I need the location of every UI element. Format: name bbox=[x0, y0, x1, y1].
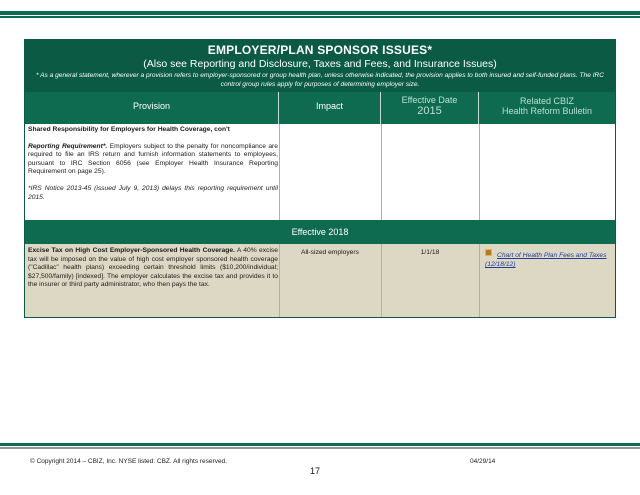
impact-cell: All-sized employers bbox=[301, 249, 359, 256]
top-rule bbox=[0, 11, 640, 15]
top-rule-thin bbox=[0, 16, 640, 18]
bulletin-link[interactable]: Chart of Health Plan Fees and Taxes (12/18/12) bbox=[485, 252, 607, 268]
provision-heading: Shared Responsibility for Employers for Health Coverage, con't bbox=[28, 126, 230, 133]
table-row bbox=[25, 124, 615, 220]
footer-copyright: © Copyright 2014 – CBIZ, Inc. NYSE listed: CBZ. All rights reserved. bbox=[30, 458, 227, 465]
column-divider bbox=[479, 124, 480, 220]
issues-table bbox=[24, 39, 616, 318]
table-title: EMPLOYER/PLAN SPONSOR ISSUES* bbox=[207, 43, 433, 57]
provision-note: *IRS Notice 2013-45 (issued July 9, 2013) delays this reporting requirement until 2015. bbox=[28, 184, 278, 201]
effective-date-label: Effective Date bbox=[401, 95, 458, 105]
column-header-impact: Impact bbox=[279, 92, 381, 124]
provision-text bbox=[28, 143, 278, 177]
column-divider bbox=[479, 244, 480, 317]
table-row bbox=[25, 244, 615, 317]
table-title-block bbox=[25, 40, 615, 92]
bottom-rule-thin bbox=[0, 447, 640, 449]
bulletin-cell bbox=[485, 249, 611, 269]
table-note: * As a general statement, wherever a provision refers to employer-sponsored or group health plan, unless otherwise indicated, the provision applies to both insured and self-funded plans. The IRC control group rules apply for purposes of determining employer size. bbox=[35, 72, 605, 88]
column-header-row bbox=[25, 92, 615, 124]
column-header-provision: Provision bbox=[25, 92, 279, 124]
table-subtitle: (Also see Reporting and Disclosure, Taxes and Fees, and Insurance Issues) bbox=[143, 58, 497, 70]
bulletin-header-line1: Related CBIZ bbox=[519, 96, 575, 106]
column-divider bbox=[381, 124, 382, 220]
footer-date: 04/29/14 bbox=[470, 458, 496, 465]
effective-date-year: 2015 bbox=[417, 105, 442, 117]
bottom-rule bbox=[0, 443, 640, 446]
provision-heading: Excise Tax on High Cost Employer-Sponsored Health Coverage. bbox=[28, 247, 235, 254]
column-header-bulletin bbox=[479, 92, 615, 124]
provision-cell bbox=[28, 126, 278, 202]
column-header-effective-date bbox=[381, 92, 479, 124]
column-divider bbox=[279, 124, 280, 220]
column-divider bbox=[279, 244, 280, 317]
effective-date-cell: 1/1/18 bbox=[420, 249, 440, 256]
section-header: Effective 2018 bbox=[25, 220, 615, 244]
page-number: 17 bbox=[310, 466, 321, 476]
provision-lead: Reporting Requirement*. bbox=[28, 142, 108, 150]
provision-cell bbox=[28, 247, 278, 290]
column-divider bbox=[381, 244, 382, 317]
provision-body: Employers subject to the penalty for noncompliance are required to file an IRS return and furnish information statements to employees, pursuant to IRC Section 6056 (see Employer Health Insurance Reporting Requirement on page 25). bbox=[28, 142, 278, 176]
provision-body: A 40% excise tax will be imposed on the value of high cost employer sponsored health coverage ("Cadillac" health plans) exceeding certain threshold limits ($10,200/individual; $27,500/family) [indexed]. The employer calculates the excise tax and provides it to the insurer or third party administrator, who then pays the tax. bbox=[28, 247, 278, 289]
bulletin-header-line2: Health Reform Bulletin bbox=[501, 106, 593, 116]
bullet-icon bbox=[485, 249, 492, 256]
